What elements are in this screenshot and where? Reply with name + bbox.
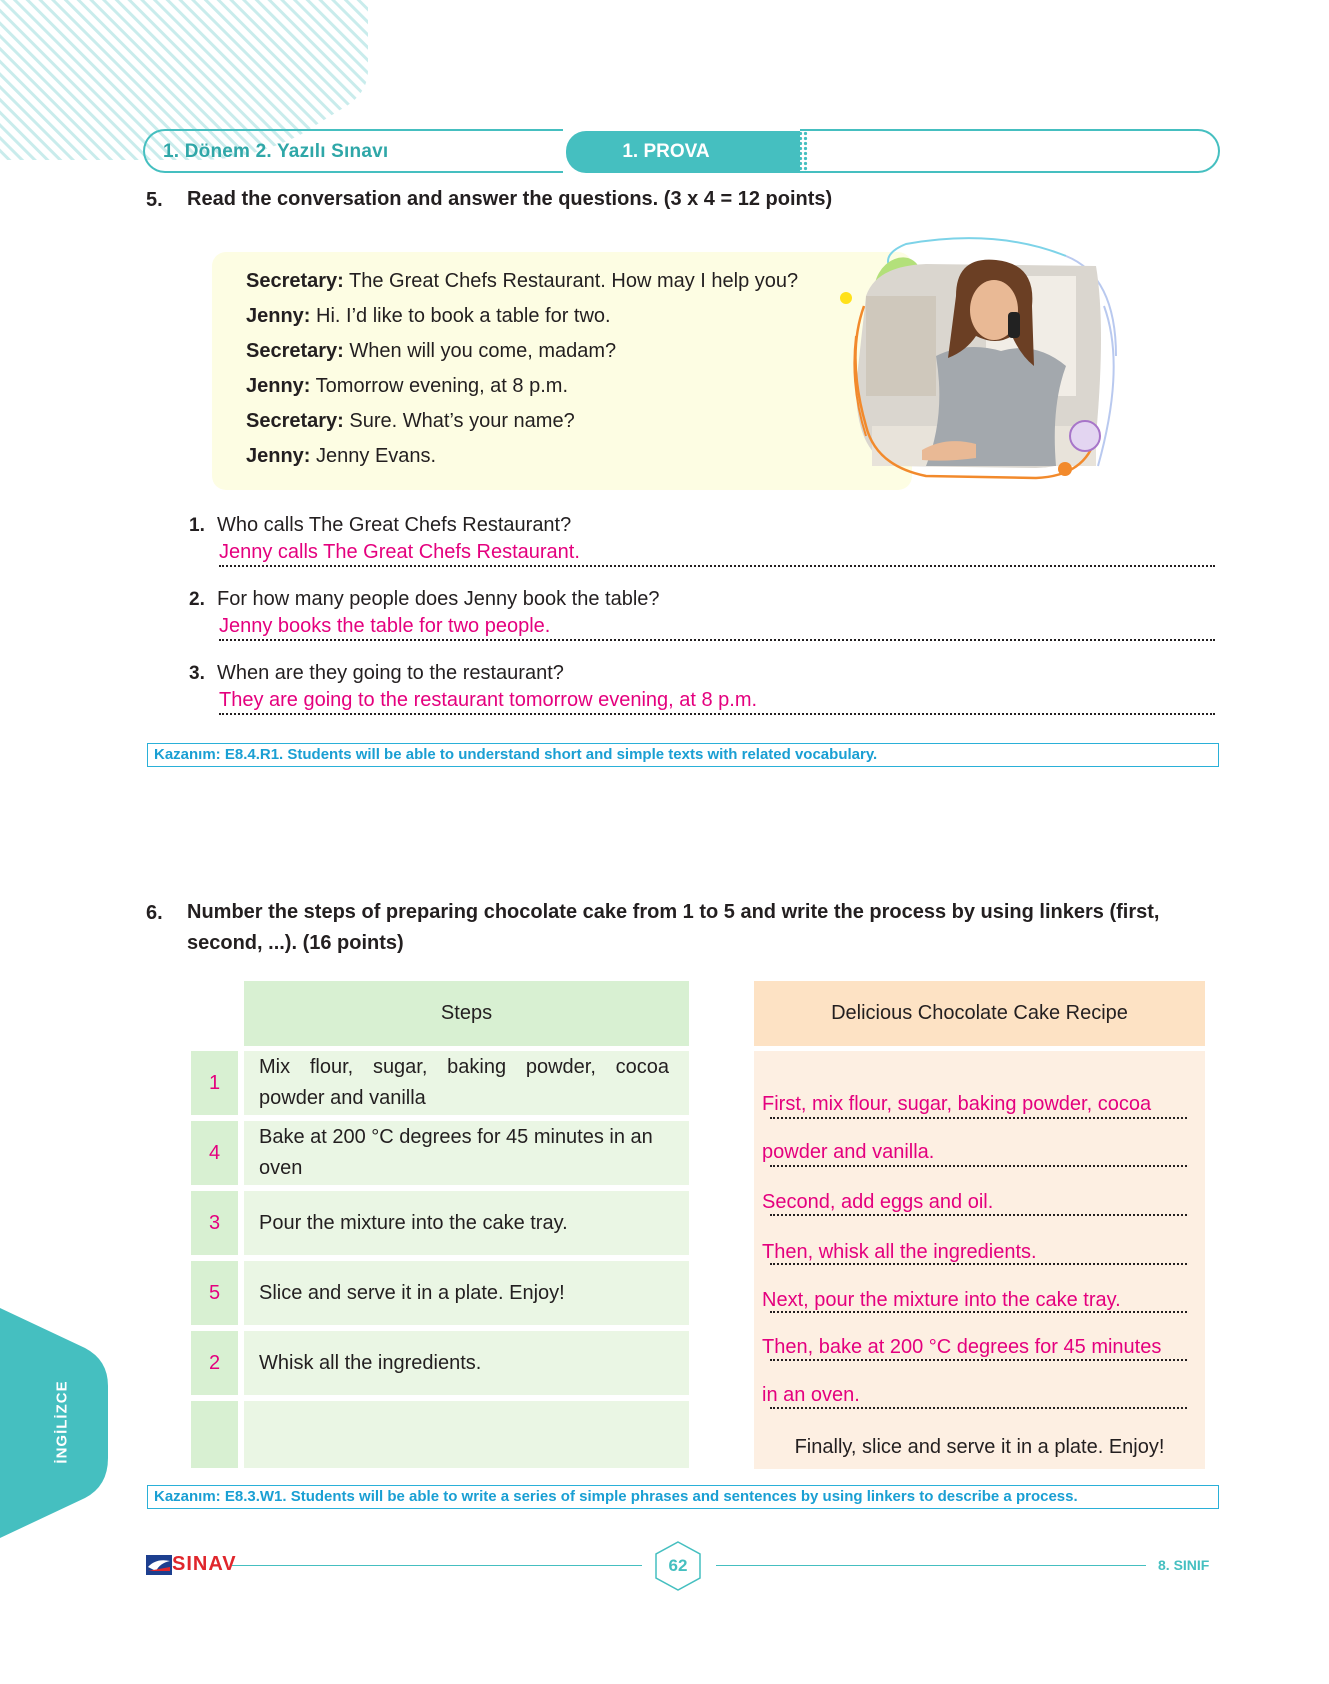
recipe-line: Then, bake at 200 °C degrees for 45 minutes xyxy=(762,1336,1162,1358)
step-text xyxy=(244,1121,689,1185)
question-6-instruction-line2: second, ...). (16 points) xyxy=(187,932,404,954)
subject-label: İNGİLİZCE xyxy=(53,1380,71,1464)
dialogue-line: Secretary: The Great Chefs Restaurant. How may I help you? xyxy=(246,270,799,292)
step-text-line: powder and vanilla xyxy=(259,1087,426,1109)
recipe-line: powder and vanilla. xyxy=(762,1141,935,1163)
dialogue-line: Secretary: When will you come, madam? xyxy=(246,340,617,362)
recipe-header: Delicious Chocolate Cake Recipe xyxy=(754,981,1205,1046)
question-6-number: 6. xyxy=(146,902,163,924)
step-text: Slice and serve it in a plate. Enjoy! xyxy=(244,1261,689,1325)
header-bar-right xyxy=(800,129,1220,173)
recipe-dotline xyxy=(770,1117,1187,1119)
recipe-final-step: Finally, slice and serve it in a plate. Enjoy! xyxy=(794,1436,1165,1458)
woman-on-phone-illustration xyxy=(836,236,1136,498)
step-text: Pour the mixture into the cake tray. xyxy=(244,1191,689,1255)
recipe-line: Then, whisk all the ingredients. xyxy=(762,1241,1037,1263)
question-5-number: 5. xyxy=(146,189,163,211)
recipe-dotline xyxy=(770,1214,1187,1216)
step-text-line: oven xyxy=(259,1157,303,1179)
halftone-dots xyxy=(728,131,808,173)
recipe-line: in an oven. xyxy=(762,1384,860,1406)
footer-brand: SINAV xyxy=(172,1553,237,1575)
step-number: 4 xyxy=(191,1121,238,1185)
dialogue-line: Jenny: Jenny Evans. xyxy=(246,445,437,467)
recipe-dotline xyxy=(770,1165,1187,1167)
sinav-logo-icon xyxy=(146,1555,172,1575)
steps-header: Steps xyxy=(244,981,689,1046)
prova-badge: 1. PROVA xyxy=(566,131,800,173)
kazanim-box: Kazanım: E8.3.W1. Students will be able to write a series of simple phrases and sentences by using linkers to describe a process. xyxy=(147,1485,1219,1509)
recipe-dotline xyxy=(770,1407,1187,1409)
step-number-empty xyxy=(191,1401,238,1468)
subquestion-text: Who calls The Great Chefs Restaurant? xyxy=(217,514,572,536)
recipe-line: Next, pour the mixture into the cake tray. xyxy=(762,1289,1121,1311)
subquestion-number: 1. xyxy=(189,515,205,536)
answer-line xyxy=(219,639,1215,641)
exam-title: 1. Dönem 2. Yazılı Sınavı xyxy=(163,141,389,162)
recipe-dotline xyxy=(770,1359,1187,1361)
recipe-dotline xyxy=(770,1263,1187,1265)
step-text-empty xyxy=(244,1401,689,1468)
answer-line xyxy=(219,565,1215,567)
step-text xyxy=(244,1051,689,1115)
question-6-instruction-line1: Number the steps of preparing chocolate cake from 1 to 5 and write the process by using linkers (first, xyxy=(187,901,1160,923)
grade-label: 8. SINIF xyxy=(1158,1557,1210,1573)
step-number: 2 xyxy=(191,1331,238,1395)
kazanim-box: Kazanım: E8.4.R1. Students will be able to understand short and simple texts with related vocabulary. xyxy=(147,743,1219,767)
answer-text: They are going to the restaurant tomorrow evening, at 8 p.m. xyxy=(219,689,758,711)
recipe-line: Second, add eggs and oil. xyxy=(762,1191,994,1213)
step-number: 3 xyxy=(191,1191,238,1255)
step-number: 5 xyxy=(191,1261,238,1325)
dialogue-line: Jenny: Hi. I’d like to book a table for two. xyxy=(246,305,611,327)
subquestion-text: When are they going to the restaurant? xyxy=(217,662,564,684)
recipe-dotline xyxy=(770,1311,1187,1313)
step-text: Whisk all the ingredients. xyxy=(244,1331,689,1395)
step-text-line: Bake at 200 °C degrees for 45 minutes in an xyxy=(259,1126,653,1148)
subquestion-number: 2. xyxy=(189,589,205,610)
footer-line xyxy=(716,1565,1146,1566)
answer-line xyxy=(219,713,1215,715)
answer-text: Jenny calls The Great Chefs Restaurant. xyxy=(219,541,580,563)
subquestion-number: 3. xyxy=(189,663,205,684)
answer-text: Jenny books the table for two people. xyxy=(219,615,551,637)
footer-line xyxy=(232,1565,642,1566)
step-number: 1 xyxy=(191,1051,238,1115)
recipe-line: First, mix flour, sugar, baking powder, cocoa xyxy=(762,1093,1152,1115)
page-number: 62 xyxy=(668,1556,688,1575)
step-text-line: Mix flour, sugar, baking powder, cocoa xyxy=(259,1056,669,1078)
question-5-instruction: Read the conversation and answer the questions. (3 x 4 = 12 points) xyxy=(187,188,833,210)
subquestion-text: For how many people does Jenny book the table? xyxy=(217,588,660,610)
dialogue-line: Jenny: Tomorrow evening, at 8 p.m. xyxy=(246,375,568,397)
dialogue-line: Secretary: Sure. What’s your name? xyxy=(246,410,575,432)
